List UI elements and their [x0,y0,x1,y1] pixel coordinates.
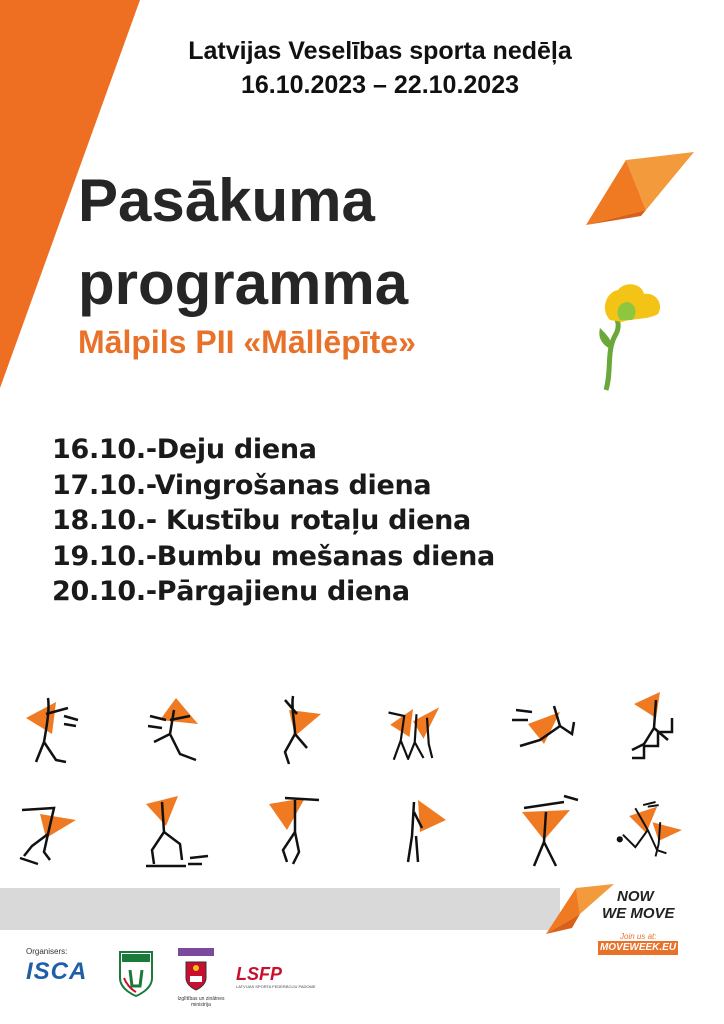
ball-playing-figures-icon [612,790,682,870]
organisers-label: Organisers: [26,947,68,956]
program-item: 20.10.-Pārgajienu diena [52,576,410,607]
dancing-figure-icon [18,690,88,770]
program-item: 17.10.-Vingrošanas diena [52,469,432,501]
event-dates: 16.10.2023 – 22.10.2023 [240,71,520,99]
ltsa-logo [118,948,154,998]
jumping-figure-icon [265,688,335,768]
running-figure-icon [140,690,210,770]
footer-band [0,888,560,930]
program-list [52,432,495,610]
join-us-label: Join us at: [620,932,657,941]
now-we-move-logo-now: NOW [617,888,654,905]
now-we-move-logo-we-move: WE MOVE [602,905,675,922]
origami-bird-icon [586,150,696,230]
flower-icon [598,280,668,392]
stairs-figure-icon [624,688,694,768]
skateboarding-figure-icon [140,792,210,872]
program-title-line-1: Pasākuma [78,167,375,234]
lsfp-logo-subtext: LATVIJAS SPORTA FEDERĀCIJU PADOME [236,984,316,989]
event-title: Latvijas Veselības sporta nedēļa [188,37,572,65]
kindergarten-subtitle: Mālpils PII «Māllēpīte» [78,324,416,360]
sprinting-figure-icon [510,690,580,770]
walking-figure-icon [396,792,466,872]
ministry-coat-of-arms-logo [178,948,214,994]
ministry-logo-text: Izglītības un zinātnes ministrija [177,996,225,1008]
throwing-figure-icon [518,792,588,872]
lsfp-logo: LSFP [236,964,283,984]
group-dancing-figures-icon [378,690,448,770]
skating-figure-icon [14,794,84,874]
moveweek-url: MOVEWEEK.EU [599,942,677,953]
program-title-line-2: programma [78,250,409,317]
program-item: 16.10.-Deju diena [52,434,317,465]
isca-logo: ISCA [26,958,88,985]
program-item: 18.10.- Kustību rotaļu diena [52,505,471,536]
gymnast-figure-icon [265,792,335,872]
program-item: 19.10.-Bumbu mešanas diena [52,540,495,572]
